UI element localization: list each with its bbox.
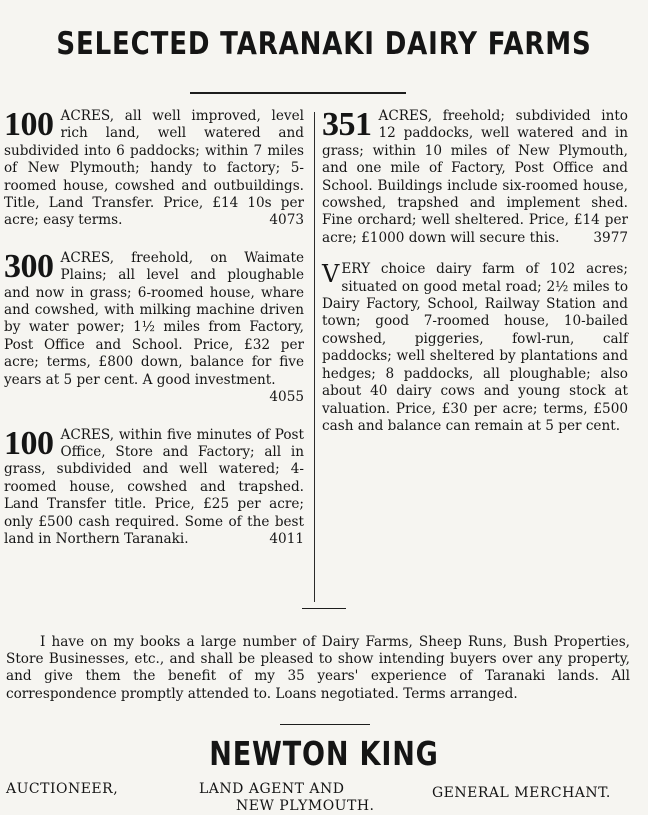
notice-text: I have on my books a large number of Dairy Farms, Sheep Runs, Bush Properties, Store Businesses, etc., and shall be pleased to show intending buyers over any property, and give them the benefit of my 35 years' experience of Taranaki lands. All correspondence promptly attended to. Loans negotiated. Terms arranged. bbox=[6, 633, 630, 702]
listing-100-acres-level bbox=[4, 108, 304, 230]
role-general-merchant: GENERAL MERCHANT. bbox=[432, 785, 611, 801]
listing-text: ERY choice dairy farm of 102 acres; situated on good metal road; 2½ miles to Dairy Factory, School, Railway Station and town; good 7-roomed house, 10-bailed cowshed, piggeries, fowl-run, calf paddocks; well sheltered by plantations and hedges; 8 paddocks, all ploughable; also about 40 dairy cows and young stock at valuation. Price, £30 per acre; terms, £500 cash and balance can remain at 5 per cent. bbox=[322, 261, 628, 434]
listing-100-acres-post-office bbox=[4, 424, 304, 549]
location-new-plymouth: NEW PLYMOUTH. bbox=[236, 798, 375, 814]
listing-ref: 4055 bbox=[269, 389, 304, 406]
listing-text: ACRES, freehold; subdivided into 12 paddocks, well watered and in grass; within 10 miles of New Plymouth, and one mile of Factory, Post Office and School. Buildings include six-roomed house, cowshed, trapshed and implement shed. Fine orchard; well sheltered. Price, £14 per acre; £1000 down will secure this. bbox=[322, 108, 628, 246]
acreage-number: 100 bbox=[4, 106, 54, 143]
acreage-number: 351 bbox=[322, 106, 372, 143]
headline: SELECTED TARANAKI DAIRY FARMS bbox=[56, 26, 592, 62]
listing-ref: 4011 bbox=[269, 530, 304, 547]
name-rule bbox=[280, 724, 370, 725]
headline-rule bbox=[190, 92, 406, 94]
left-column bbox=[4, 108, 304, 548]
role-auctioneer: AUCTIONEER, bbox=[6, 781, 119, 797]
listing-text: ACRES, within five minutes of Post Office, Store and Factory; all in grass, subdivided and well watered; 4-roomed house, cowshed and trapshed. Land Transfer title. Price, £25 per acre; only £500 cash required. Some of the best land in Northern Taranaki. bbox=[4, 426, 304, 547]
column-divider bbox=[314, 112, 315, 602]
acreage-number: 300 bbox=[4, 247, 54, 285]
listing-351-acres bbox=[322, 108, 628, 247]
general-notice bbox=[6, 634, 630, 704]
right-column bbox=[322, 108, 628, 435]
acreage-number: 100 bbox=[4, 424, 54, 462]
drop-initial: V bbox=[322, 260, 340, 289]
listing-300-acres-waimate bbox=[4, 247, 304, 406]
advertiser-name: NEWTON KING bbox=[209, 734, 439, 773]
listing-text: ACRES, all well improved, level rich land, well watered and subdivided into 6 paddocks; within 7 miles of New Plymouth; handy to factory; 5-roomed house, cowshed and outbuildings. Title, Land Transfer. Price, £14 10s per acre; easy terms. bbox=[4, 108, 304, 229]
listing-text: ACRES, freehold, on Waimate Plains; all level and ploughable and now in grass; 6-roomed house, whare and cowshed, with milking machine driven by water power; 1½ miles from Factory, Post Office and School. Price, £32 per acre; terms, £800 down, balance for five years at 5 per cent. A good investment. bbox=[4, 249, 304, 388]
role-land-agent: LAND AGENT AND bbox=[199, 781, 345, 797]
listing-ref: 3977 bbox=[593, 229, 628, 246]
section-rule bbox=[302, 608, 346, 609]
listing-102-acres bbox=[322, 261, 628, 435]
listing-ref: 4073 bbox=[269, 212, 304, 229]
